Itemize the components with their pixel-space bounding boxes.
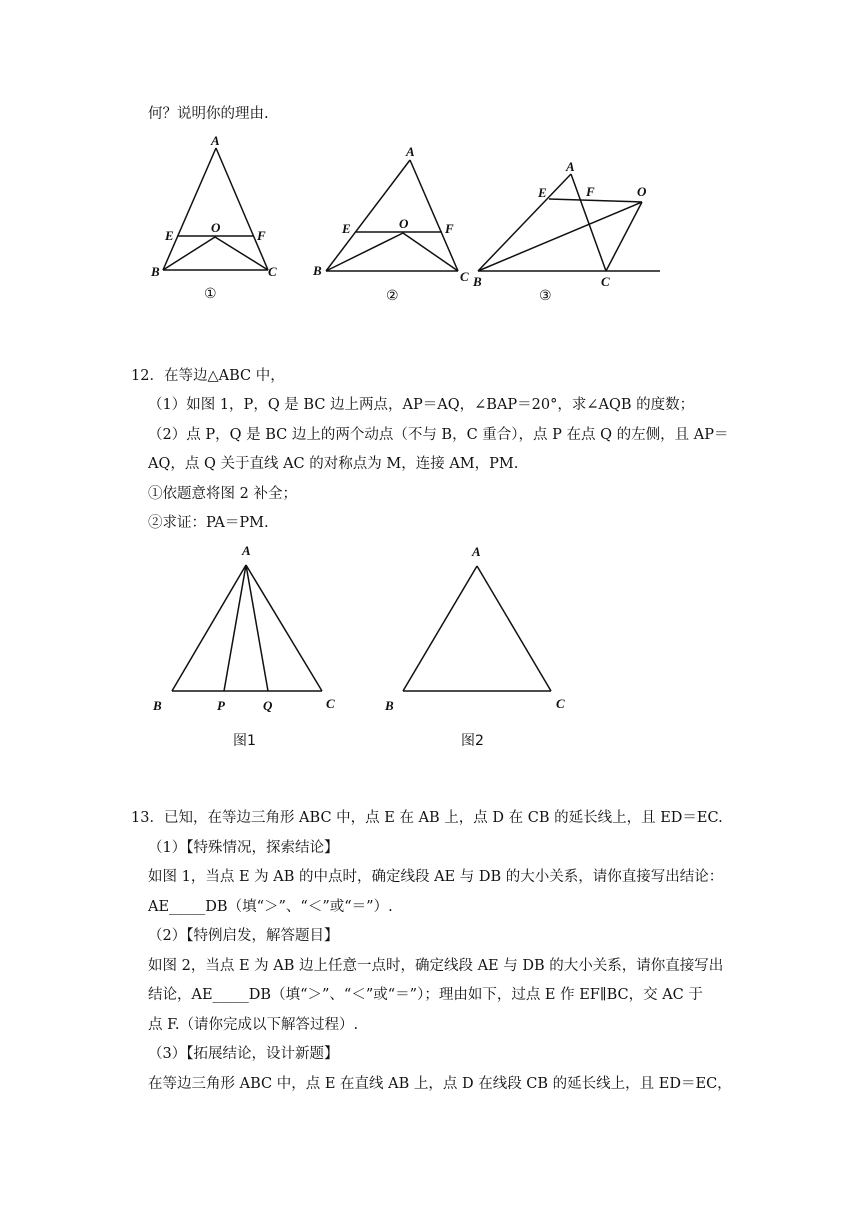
fig2-label-F: F <box>445 221 454 236</box>
q13-line-8: 点 F.（请你完成以下解答过程）. <box>148 1017 359 1033</box>
q13-line-9: （3）【拓展结论，设计新题】 <box>148 1046 339 1062</box>
top-figure-3 <box>472 159 660 304</box>
fig2-label-E: E <box>342 221 351 236</box>
q13-line-7: 结论，AE_____DB（填“＞”、“＜”或“＝”）；理由如下，过点 E 作 EF∥BC，交 AC 于 <box>148 987 703 1003</box>
q12fig1-label-P: P <box>217 698 225 713</box>
q12-line-6: ②求证：PA＝PM. <box>148 515 269 531</box>
q12fig1-label-C: C <box>326 696 335 711</box>
q12-line-5: ①依题意将图 2 补全； <box>148 486 297 502</box>
fig3-label-F: F <box>586 184 595 199</box>
q13-line-5: （2）【特例启发，解答题目】 <box>148 928 339 944</box>
fig1-label-E: E <box>165 228 174 243</box>
q12fig1-label-B: B <box>153 698 162 713</box>
q12-figure-1 <box>152 543 335 749</box>
fig2-label-B: B <box>313 263 322 278</box>
q12fig1-caption: 图1 <box>233 733 256 749</box>
fig1-label-A: A <box>211 133 220 148</box>
q13-line-2: （1）【特殊情况，探索结论】 <box>148 840 339 856</box>
q12fig2-caption: 图2 <box>461 733 484 749</box>
q12-line-2: （1）如图 1，P，Q 是 BC 边上两点，AP＝AQ，∠BAP＝20°，求∠AQB 的度数； <box>148 397 695 413</box>
fig1-label-B: B <box>151 264 160 279</box>
q13-line-3: 如图 1，当点 E 为 AB 的中点时，确定线段 AE 与 DB 的大小关系，请你直接写出结论： <box>148 869 724 885</box>
q12fig2-label-C: C <box>556 696 565 711</box>
q13-line-10: 在等边三角形 ABC 中，点 E 在直线 AB 上，点 D 在线段 CB 的延长线上，且 ED＝EC， <box>148 1076 732 1092</box>
top-figure-2 <box>312 144 469 304</box>
q12-line-4: AQ，点 Q 关于直线 AC 的对称点为 M，连接 AM，PM. <box>148 456 519 472</box>
q12-line-3: （2）点 P，Q 是 BC 边上的两个动点（不与 B，C 重合），点 P 在点 Q 的左侧，且 AP＝ <box>148 427 729 443</box>
fig3-label-O: O <box>637 184 647 199</box>
q12fig2-label-A: A <box>472 544 481 559</box>
q13-line-1: 13．已知，在等边三角形 ABC 中，点 E 在 AB 上，点 D 在 CB 的延长线上，且 ED＝EC. <box>131 810 723 826</box>
q13-line-4: AE_____DB（填“＞”、“＜”或“＝”）. <box>148 899 393 915</box>
intro-line: 何？说明你的理由. <box>148 106 269 122</box>
fig3-caption: ③ <box>539 289 552 304</box>
top-figure-1 <box>150 133 277 302</box>
fig1-label-F: F <box>257 228 266 243</box>
fig3-label-B: B <box>473 274 482 289</box>
fig2-label-O: O <box>399 216 409 231</box>
fig1-label-O: O <box>211 220 221 235</box>
fig2-label-A: A <box>406 144 415 159</box>
q12fig1-label-Q: Q <box>263 698 273 713</box>
fig3-label-A: A <box>566 159 575 174</box>
fig1-label-C: C <box>268 264 277 279</box>
q12-line-1: 12．在等边△ABC 中， <box>131 368 285 384</box>
q12fig1-label-A: A <box>242 543 251 558</box>
fig1-caption: ① <box>204 287 217 302</box>
q12fig2-label-B: B <box>385 698 394 713</box>
fig3-label-C: C <box>601 274 610 289</box>
q12-figure-2 <box>384 544 565 749</box>
fig3-label-E: E <box>538 185 547 200</box>
q13-line-6: 如图 2，当点 E 为 AB 边上任意一点时，确定线段 AE 与 DB 的大小关系，请你直接写出 <box>148 958 724 974</box>
fig2-caption: ② <box>386 289 399 304</box>
fig2-label-C: C <box>460 269 469 284</box>
